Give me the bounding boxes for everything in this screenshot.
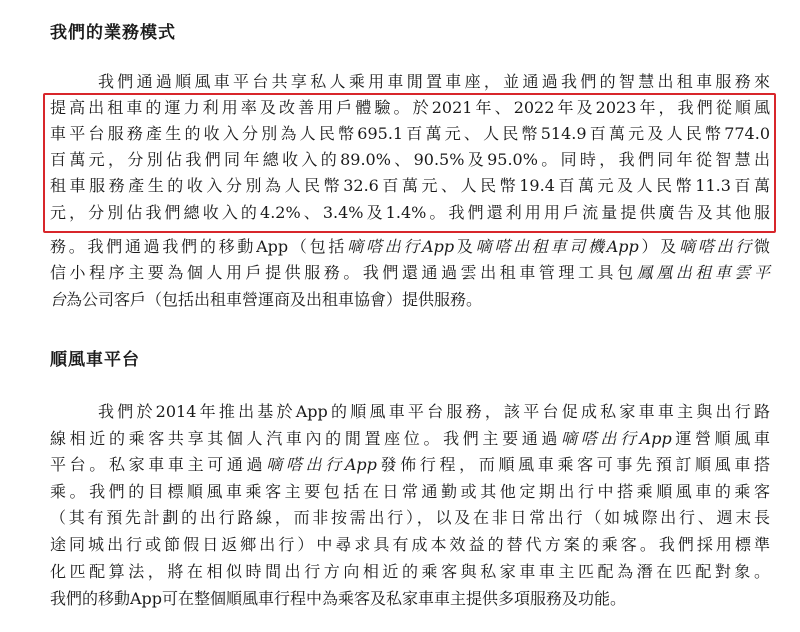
paragraph-line: 平台。私家車車主可通過嘀嗒出行App發佈行程，而順風車乘客可事先預訂順風車搭 — [50, 455, 770, 474]
section-heading-business-model: 我們的業務模式 — [50, 23, 176, 43]
paragraph-line: 務。我們通過我們的移動App（包括嘀嗒出行App及嘀嗒出租車司機App）及嘀嗒出行微 — [50, 237, 770, 256]
paragraph-line: 車平台服務產生的收入分別為人民幣695.1百萬元、人民幣514.9百萬元及人民幣774.0 — [50, 124, 770, 143]
paragraph-line: 百萬元，分別佔我們同年總收入的89.0%、90.5%及95.0%。同時，我們同年從智慧出 — [50, 150, 770, 169]
paragraph-line: 線相近的乘客共享其個人汽車內的閒置座位。我們主要通過嘀嗒出行App運營順風車 — [50, 429, 770, 448]
paragraph-line: 乘。我們的目標順風車乘客主要包括在日常通勤或其他定期出行中搭乘順風車的乘客 — [50, 482, 770, 501]
paragraph-line: 我們於2014年推出基於App的順風車平台服務，該平台促成私家車車主與出行路 — [98, 402, 770, 421]
paragraph-line: 元，分別佔我們總收入的4.2%、3.4%及1.4%。我們還利用用戶流量提供廣告及其他服 — [50, 203, 770, 222]
paragraph-line: 提高出租車的運力利用率及改善用戶體驗。於2021年、2022年及2023年，我們從順風 — [50, 98, 770, 117]
paragraph-line: 台為公司客戶（包括出租車營運商及出租車協會）提供服務。 — [50, 290, 483, 309]
paragraph-line: 化匹配算法，將在相似時間出行方向相近的乘客與私家車車主匹配為潛在匹配對象。 — [50, 562, 770, 581]
paragraph-line: 途同城出行或節假日返鄉出行）中尋求具有成本效益的替代方案的乘客。我們採用標準 — [50, 535, 770, 554]
paragraph-line: （其有預先計劃的出行路線，而非按需出行），以及在非日常出行（如城際出行、週末長 — [50, 508, 770, 527]
paragraph-line: 信小程序主要為個人用戶提供服務。我們還通過雲出租車管理工具包鳳凰出租車雲平 — [50, 263, 770, 282]
highlight-annotation-box — [43, 93, 776, 233]
paragraph-line: 我們通過順風車平台共享私人乘用車閒置車座，並通過我們的智慧出租車服務來 — [98, 72, 770, 91]
section-heading-ride-sharing: 順風車平台 — [50, 350, 140, 370]
paragraph-line: 我們的移動App可在整個順風車行程中為乘客及私家車車主提供多項服務及功能。 — [50, 589, 627, 608]
paragraph-line: 租車服務產生的收入分別為人民幣32.6百萬元、人民幣19.4百萬元及人民幣11.3百萬 — [50, 176, 770, 195]
